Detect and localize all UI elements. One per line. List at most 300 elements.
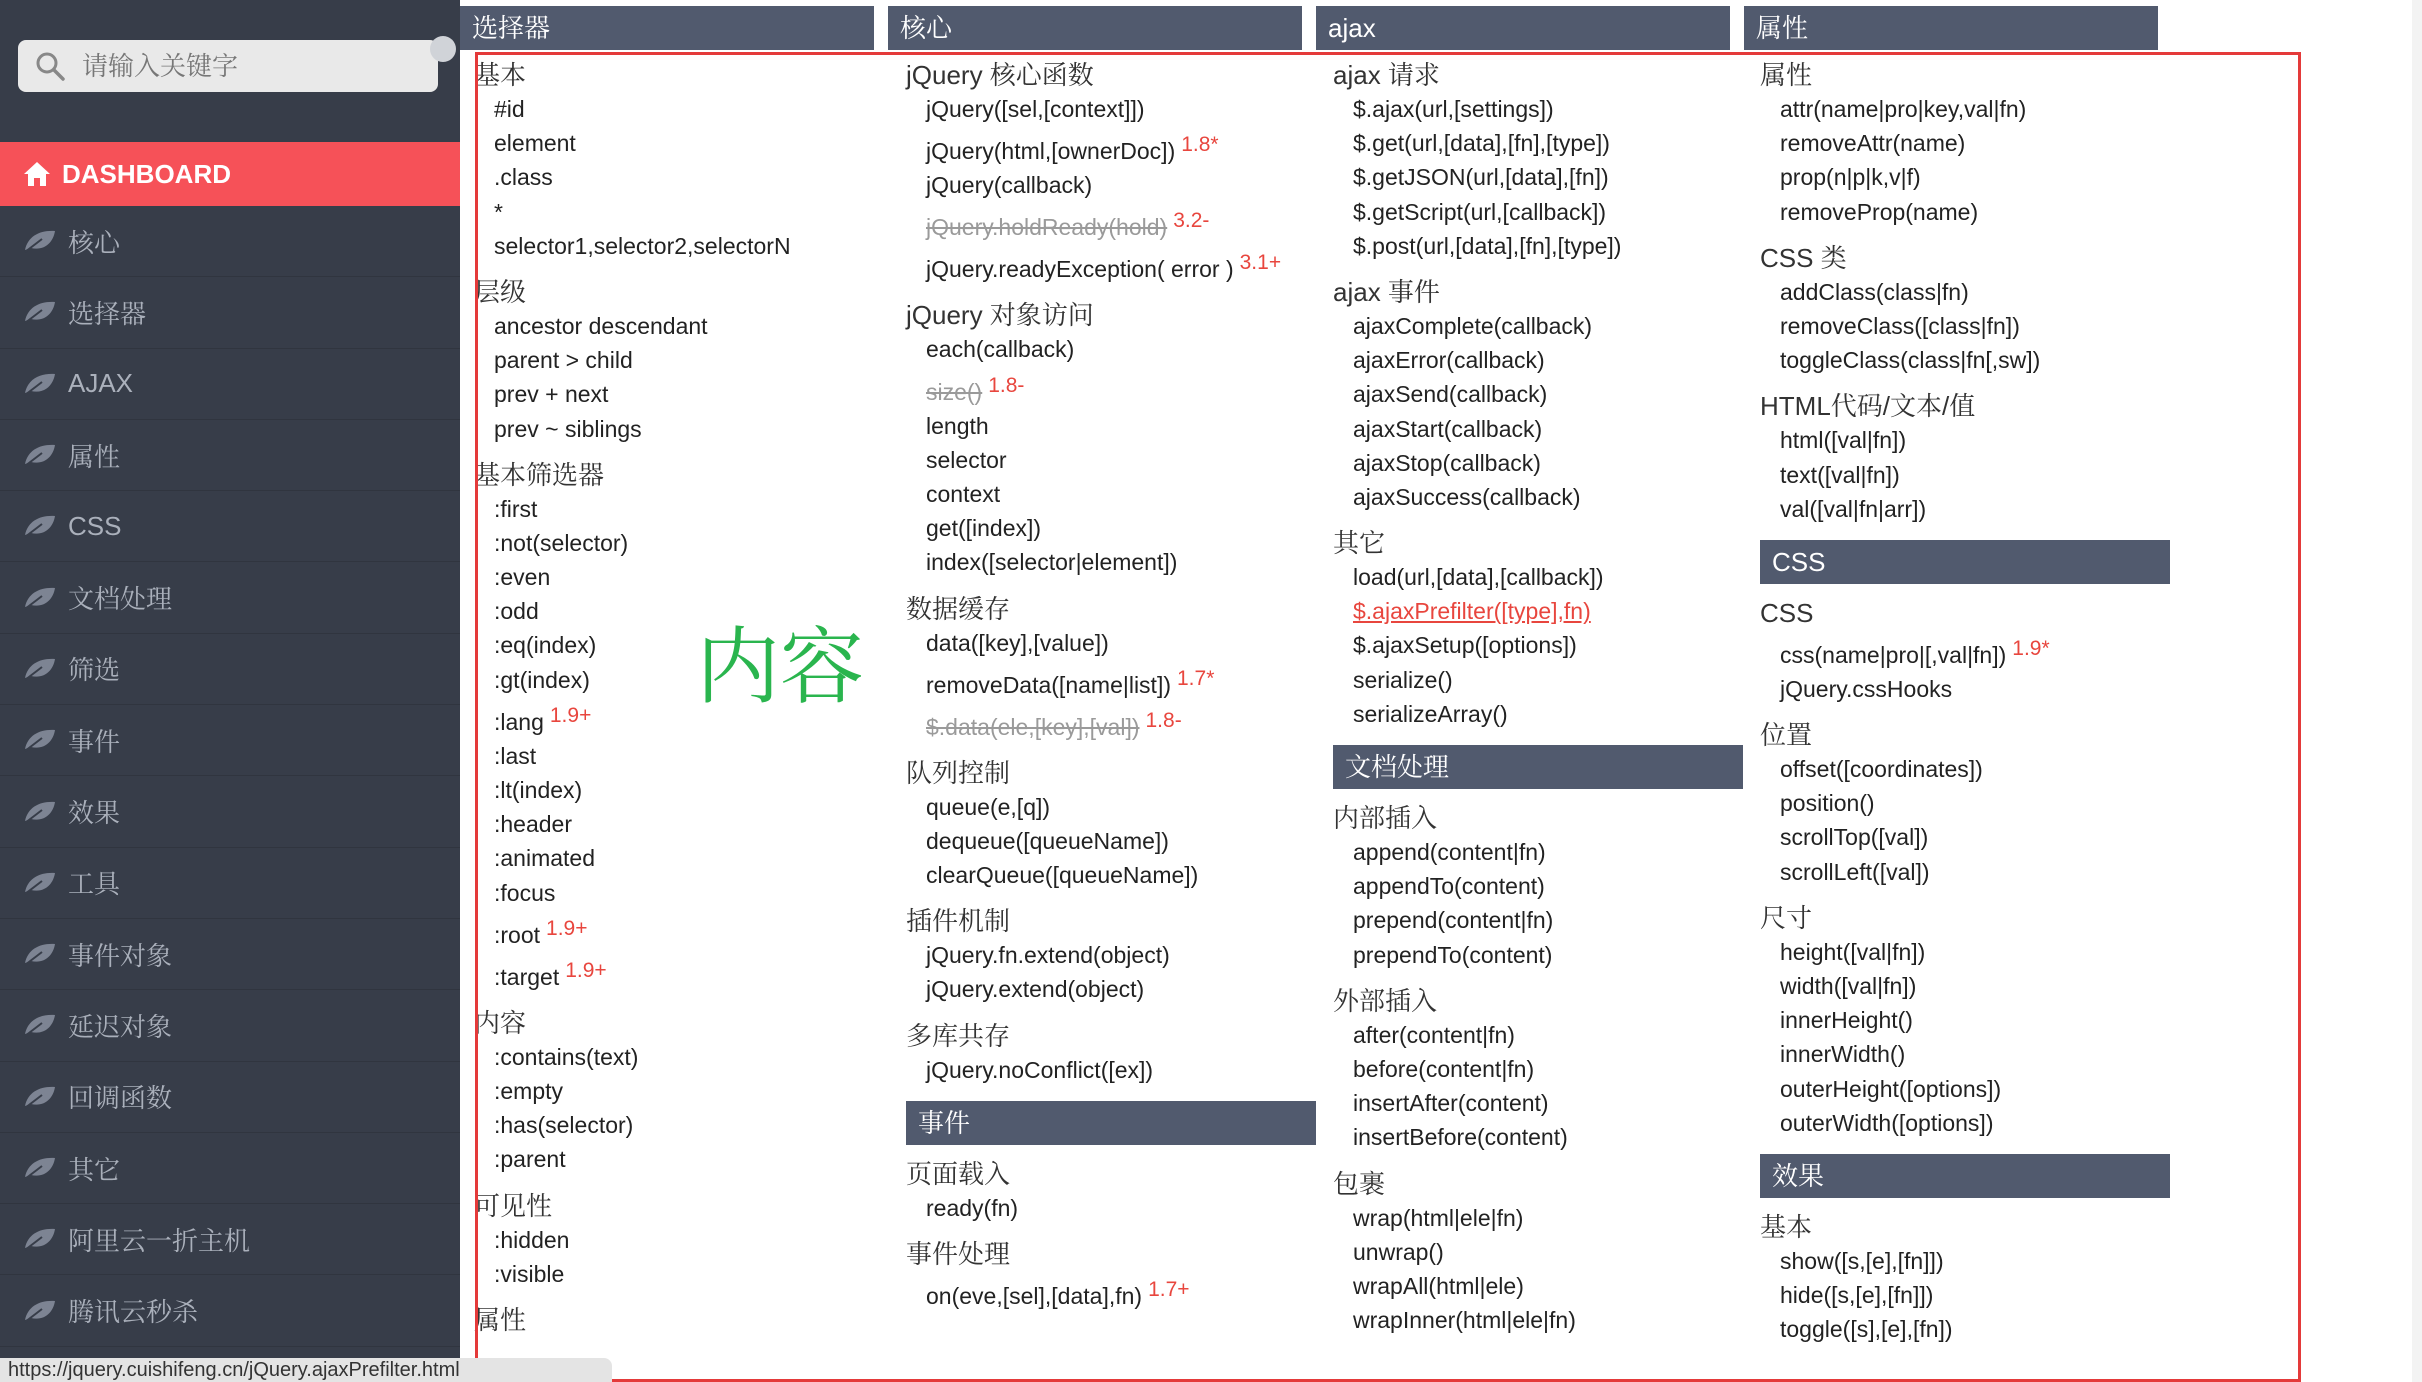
api-item[interactable] xyxy=(1760,92,2170,126)
api-link[interactable]: jQuery.extend(object) xyxy=(926,976,1145,1003)
header-ajax xyxy=(1316,6,1730,50)
sidebar-item-label: 选择器 xyxy=(68,298,147,329)
version-badge: 1.9+ xyxy=(565,958,607,982)
api-item[interactable] xyxy=(1333,480,1743,514)
content-annotation: 内容 xyxy=(696,620,865,714)
api-link[interactable]: innerWidth() xyxy=(1780,1041,1906,1068)
api-link[interactable]: ajaxSuccess(callback) xyxy=(1353,483,1581,510)
api-link[interactable]: removeAttr(name) xyxy=(1780,130,1966,157)
api-item[interactable] xyxy=(474,492,884,526)
api-link[interactable]: clearQueue([queueName]) xyxy=(926,862,1199,889)
leaf-icon xyxy=(22,1084,58,1110)
api-link[interactable]: removeProp(name) xyxy=(1780,198,1979,225)
api-link[interactable]: outerWidth([options]) xyxy=(1780,1109,1994,1136)
api-item[interactable] xyxy=(1333,309,1743,343)
api-item[interactable] xyxy=(1333,343,1743,377)
sidebar-item-label: CSS xyxy=(68,510,122,541)
api-item[interactable] xyxy=(1333,160,1743,194)
api-item[interactable] xyxy=(1760,195,2170,229)
api-link[interactable]: after(content|fn) xyxy=(1353,1021,1515,1048)
api-link[interactable]: $.get(url,[data],[fn],[type]) xyxy=(1353,130,1610,157)
api-link[interactable]: wrapInner(html|ele|fn) xyxy=(1353,1307,1576,1334)
api-link[interactable]: $.ajaxSetup([options]) xyxy=(1353,632,1577,659)
api-item[interactable] xyxy=(1333,229,1743,263)
leaf-icon xyxy=(22,371,58,397)
api-link[interactable]: text([val|fn]) xyxy=(1780,461,1900,488)
search-icon xyxy=(34,50,66,82)
api-item[interactable] xyxy=(474,1223,884,1257)
category-title: 基本筛选器 xyxy=(474,459,605,490)
column-core xyxy=(906,52,1316,1313)
api-item[interactable] xyxy=(1333,126,1743,160)
leaf-icon xyxy=(22,442,58,468)
api-item[interactable] xyxy=(474,739,884,773)
api-link[interactable]: each(callback) xyxy=(926,336,1075,363)
sidebar-item-1[interactable] xyxy=(0,277,460,348)
api-item[interactable] xyxy=(1760,1244,2170,1278)
api-link[interactable]: append(content|fn) xyxy=(1353,839,1546,865)
header-core-label: 核心 xyxy=(900,13,953,43)
api-link[interactable]: queue(e,[q]) xyxy=(926,793,1051,820)
api-item[interactable] xyxy=(1760,855,2170,889)
api-link[interactable]: insertBefore(content) xyxy=(1353,1124,1568,1151)
api-item[interactable] xyxy=(474,92,884,126)
leaf-icon xyxy=(22,1298,58,1324)
sidebar-item-label: 其它 xyxy=(68,1154,121,1185)
category-title: 外部插入 xyxy=(1333,985,1438,1016)
api-item[interactable] xyxy=(906,332,1316,366)
api-item[interactable] xyxy=(1333,903,1743,937)
version-badge: 1.9* xyxy=(2012,636,2050,660)
category-title: ajax 事件 xyxy=(1333,276,1440,307)
api-link[interactable]: addClass(class|fn) xyxy=(1780,278,1969,305)
api-link[interactable]: prev ~ siblings xyxy=(494,415,642,442)
api-link[interactable]: height([val|fn]) xyxy=(1780,938,1926,965)
api-item[interactable] xyxy=(474,1108,884,1142)
category-title: HTML代码/文本/值 xyxy=(1760,391,1976,422)
version-badge: 1.9+ xyxy=(549,703,592,727)
sidebar-item-label: 筛选 xyxy=(68,655,121,686)
api-item[interactable] xyxy=(1760,1312,2170,1346)
api-item[interactable] xyxy=(906,409,1316,443)
api-link[interactable]: :lt(index) xyxy=(494,777,583,803)
api-link[interactable]: unwrap() xyxy=(1353,1238,1444,1265)
api-link[interactable]: :focus xyxy=(494,879,556,906)
api-link[interactable]: :header xyxy=(494,811,573,838)
api-link[interactable]: ancestor descendant xyxy=(494,312,708,339)
api-link[interactable]: prop(n|p|k,v|f) xyxy=(1780,164,1921,191)
api-item[interactable] xyxy=(906,660,1316,702)
api-item[interactable] xyxy=(474,1040,884,1074)
api-link[interactable]: :not(selector) xyxy=(494,529,629,556)
api-link[interactable]: scrollTop([val]) xyxy=(1780,824,1929,851)
api-link[interactable]: data([key],[value]) xyxy=(926,629,1109,656)
api-item[interactable] xyxy=(1333,594,1743,628)
api-item[interactable] xyxy=(1760,423,2170,457)
api-link[interactable]: :parent xyxy=(494,1146,566,1173)
leaf-icon xyxy=(22,870,58,896)
api-link[interactable]: prependTo(content) xyxy=(1353,941,1553,968)
api-link[interactable]: innerHeight() xyxy=(1780,1007,1913,1034)
api-item[interactable] xyxy=(1760,492,2170,526)
sidebar-item-9[interactable] xyxy=(0,848,460,919)
api-link[interactable]: prepend(content|fn) xyxy=(1353,907,1554,934)
api-link[interactable]: removeClass([class|fn]) xyxy=(1780,312,2020,339)
version-badge: 1.7+ xyxy=(1148,1278,1190,1301)
sidebar-item-label: 属性 xyxy=(68,441,121,472)
api-item[interactable] xyxy=(474,1142,884,1176)
api-link[interactable]: hide([s,[e],[fn]]) xyxy=(1780,1282,1934,1309)
api-link[interactable]: serialize() xyxy=(1353,666,1453,693)
category-title: 插件机制 xyxy=(906,906,1011,937)
version-badge: 1.8- xyxy=(988,373,1025,397)
api-item[interactable] xyxy=(1333,92,1743,126)
api-item[interactable] xyxy=(1333,628,1743,662)
api-item[interactable] xyxy=(906,972,1316,1006)
api-link[interactable]: serializeArray() xyxy=(1353,700,1508,727)
api-item[interactable] xyxy=(1760,275,2170,309)
api-link[interactable]: val([val|fn|arr]) xyxy=(1780,495,1927,522)
category-title: 内部插入 xyxy=(1333,803,1438,833)
api-link[interactable]: before(content|fn) xyxy=(1353,1055,1535,1082)
api-link[interactable]: removeData([name|list]) xyxy=(926,671,1171,698)
api-item[interactable] xyxy=(1760,820,2170,854)
api-link[interactable]: load(url,[data],[callback]) xyxy=(1353,564,1604,591)
api-item[interactable] xyxy=(906,1191,1316,1225)
api-link[interactable]: insertAfter(content) xyxy=(1353,1090,1549,1117)
api-link[interactable]: toggle([s],[e],[fn]) xyxy=(1780,1316,1953,1343)
api-item[interactable] xyxy=(474,126,884,160)
sidebar-item-label: 效果 xyxy=(68,798,121,829)
api-item[interactable] xyxy=(906,244,1316,286)
api-item[interactable] xyxy=(1333,835,1743,869)
api-link[interactable]: show([s,[e],[fn]]) xyxy=(1780,1247,1944,1274)
category-title: jQuery 对象访问 xyxy=(906,300,1094,331)
api-link[interactable]: attr(name|pro|key,val|fn) xyxy=(1780,96,2027,122)
api-item[interactable] xyxy=(1333,1052,1743,1086)
api-item[interactable] xyxy=(474,952,884,994)
header-ajax-label: ajax xyxy=(1328,13,1376,43)
sidebar-item-11[interactable] xyxy=(0,990,460,1061)
sidebar-item-5[interactable] xyxy=(0,562,460,633)
api-item[interactable] xyxy=(1760,935,2170,969)
search-input[interactable] xyxy=(80,50,424,83)
api-item[interactable] xyxy=(906,626,1316,660)
sidebar-item-label: 工具 xyxy=(68,869,121,900)
category-title: 可见性 xyxy=(474,1190,553,1221)
api-item[interactable] xyxy=(1333,1269,1743,1303)
api-link[interactable]: :contains(text) xyxy=(494,1043,639,1070)
api-item[interactable] xyxy=(1760,343,2170,377)
api-link[interactable]: offset([coordinates]) xyxy=(1780,756,1983,783)
sidebar-item-label: 核心 xyxy=(68,227,121,258)
api-item[interactable] xyxy=(1333,663,1743,697)
sidebar-item-label: 事件对象 xyxy=(68,940,173,971)
api-item[interactable] xyxy=(474,876,884,910)
nav-list xyxy=(0,206,460,1347)
api-link[interactable]: :odd xyxy=(494,598,539,625)
api-item[interactable] xyxy=(1760,160,2170,194)
api-link[interactable]: ajaxSend(callback) xyxy=(1353,381,1548,408)
api-item[interactable] xyxy=(906,477,1316,511)
sidebar-item-label: AJAX xyxy=(68,368,134,399)
api-link[interactable]: length xyxy=(926,412,989,439)
sidebar-item-6[interactable] xyxy=(0,634,460,705)
api-link[interactable]: $.ajax(url,[settings]) xyxy=(1353,96,1554,122)
leaf-icon xyxy=(22,228,58,254)
api-link[interactable]: outerHeight([options]) xyxy=(1780,1075,2002,1102)
api-item[interactable] xyxy=(1333,446,1743,480)
api-item[interactable] xyxy=(906,790,1316,824)
api-link[interactable]: :animated xyxy=(494,845,596,872)
api-item[interactable] xyxy=(1333,195,1743,229)
leaf-icon xyxy=(22,941,58,967)
api-item[interactable] xyxy=(906,824,1316,858)
api-item[interactable] xyxy=(906,858,1316,892)
api-item[interactable] xyxy=(1333,1201,1743,1235)
api-link[interactable]: jQuery.holdReady(hold) xyxy=(926,214,1168,241)
api-link[interactable]: :lang xyxy=(494,708,544,735)
main-content xyxy=(460,0,2422,1382)
api-item[interactable] xyxy=(1333,1303,1743,1337)
api-item[interactable] xyxy=(1760,309,2170,343)
sidebar-item-0[interactable] xyxy=(0,206,460,277)
api-link[interactable]: html([val|fn]) xyxy=(1780,427,1907,454)
api-item[interactable] xyxy=(906,511,1316,545)
api-link[interactable]: :gt(index) xyxy=(494,666,590,693)
api-link[interactable]: ajaxStart(callback) xyxy=(1353,415,1543,442)
category-title: jQuery 核心函数 xyxy=(906,60,1094,90)
category-title: 事件处理 xyxy=(906,1239,1011,1269)
api-item[interactable] xyxy=(1333,377,1743,411)
api-link[interactable]: element xyxy=(494,130,576,157)
api-link[interactable]: $.getScript(url,[callback]) xyxy=(1353,198,1607,225)
api-item[interactable] xyxy=(906,126,1316,168)
leaf-icon xyxy=(22,1226,58,1252)
api-link[interactable]: wrap(html|ele|fn) xyxy=(1353,1204,1524,1231)
api-link[interactable]: selector1,selector2,selectorN xyxy=(494,232,791,259)
api-item[interactable] xyxy=(1333,1018,1743,1052)
api-item[interactable] xyxy=(474,412,884,446)
api-link[interactable]: :eq(index) xyxy=(494,632,597,659)
api-link[interactable]: toggleClass(class|fn[,sw]) xyxy=(1780,347,2041,374)
leaf-icon xyxy=(22,799,58,825)
leaf-icon xyxy=(22,513,58,539)
nav-dashboard[interactable] xyxy=(0,142,460,206)
section-header: 效果 xyxy=(1760,1154,2170,1198)
sidebar-item-label: 延迟对象 xyxy=(68,1011,173,1042)
api-link[interactable]: size() xyxy=(926,378,983,405)
leaf-icon xyxy=(22,727,58,753)
category-title: ajax 请求 xyxy=(1333,60,1440,90)
api-link[interactable]: ajaxStop(callback) xyxy=(1353,449,1541,476)
api-item[interactable] xyxy=(906,1053,1316,1087)
sidebar-item-label: 阿里云一折主机 xyxy=(68,1225,251,1256)
api-link[interactable]: :root xyxy=(494,921,541,948)
api-link[interactable]: ajaxError(callback) xyxy=(1353,347,1545,374)
sidebar-item-10[interactable] xyxy=(0,919,460,990)
api-item[interactable] xyxy=(1760,752,2170,786)
header-core xyxy=(888,6,1302,50)
api-link[interactable]: css(name|pro|[,val|fn]) xyxy=(1780,641,2007,668)
api-item[interactable] xyxy=(1760,1278,2170,1312)
api-link[interactable]: $.data(ele,[key],[val]) xyxy=(926,713,1140,740)
leaf-icon xyxy=(22,299,58,325)
api-link[interactable]: :has(selector) xyxy=(494,1112,634,1139)
api-link[interactable]: :even xyxy=(494,564,551,591)
api-item[interactable] xyxy=(474,377,884,411)
api-link[interactable]: :empty xyxy=(494,1077,564,1104)
section-header: 事件 xyxy=(906,1101,1316,1145)
version-badge: 1.7* xyxy=(1177,666,1215,690)
category-title: 内容 xyxy=(474,1007,527,1038)
api-link[interactable]: :first xyxy=(494,495,538,522)
api-link[interactable]: jQuery.noConflict([ex]) xyxy=(926,1056,1154,1083)
api-item[interactable] xyxy=(1333,938,1743,972)
api-link[interactable]: $.getJSON(url,[data],[fn]) xyxy=(1353,164,1609,191)
api-item[interactable] xyxy=(1760,672,2170,706)
sidebar-item-label: 文档处理 xyxy=(68,584,173,615)
api-link[interactable]: $.ajaxPrefilter([type],fn) xyxy=(1353,598,1591,625)
category-title: 基本 xyxy=(474,60,527,90)
api-item[interactable] xyxy=(1333,697,1743,731)
category-title: 多库共存 xyxy=(906,1020,1011,1051)
api-link[interactable]: get([index]) xyxy=(926,515,1042,542)
column-attr xyxy=(1760,52,2170,1347)
api-item[interactable] xyxy=(474,343,884,377)
api-link[interactable]: scrollLeft([val]) xyxy=(1780,858,1930,885)
api-link[interactable]: :visible xyxy=(494,1260,565,1287)
api-item[interactable] xyxy=(474,1074,884,1108)
sidebar-item-3[interactable] xyxy=(0,420,460,491)
api-item[interactable] xyxy=(1333,1235,1743,1269)
api-link[interactable]: index([selector|element]) xyxy=(926,549,1178,576)
sidebar-item-2[interactable] xyxy=(0,349,460,420)
api-link[interactable]: prev + next xyxy=(494,381,609,408)
search-box[interactable] xyxy=(18,40,438,92)
api-item[interactable] xyxy=(906,168,1316,202)
api-item[interactable] xyxy=(1333,869,1743,903)
api-link[interactable]: parent > child xyxy=(494,347,633,374)
api-item[interactable] xyxy=(1760,126,2170,160)
api-item[interactable] xyxy=(1760,786,2170,820)
sidebar-item-15[interactable] xyxy=(0,1275,460,1346)
api-item[interactable] xyxy=(474,910,884,952)
api-item[interactable] xyxy=(474,1257,884,1291)
api-link[interactable]: :last xyxy=(494,742,537,769)
api-link[interactable]: context xyxy=(926,480,1001,507)
api-link[interactable]: selector xyxy=(926,446,1007,473)
api-item[interactable] xyxy=(474,160,884,194)
api-item[interactable] xyxy=(1333,412,1743,446)
api-item[interactable] xyxy=(906,1271,1316,1313)
api-link[interactable]: dequeue([queueName]) xyxy=(926,827,1169,854)
api-link[interactable]: wrapAll(html|ele) xyxy=(1353,1272,1524,1299)
api-item[interactable] xyxy=(906,938,1316,972)
api-link[interactable]: jQuery([sel,[context]]) xyxy=(926,96,1145,122)
api-item[interactable] xyxy=(474,229,884,263)
api-link[interactable]: .class xyxy=(494,164,553,191)
api-link[interactable]: ready(fn) xyxy=(926,1194,1019,1221)
api-item[interactable] xyxy=(906,202,1316,244)
sidebar-item-14[interactable] xyxy=(0,1204,460,1275)
category-title: CSS 类 xyxy=(1760,242,1847,273)
category-title: 页面载入 xyxy=(906,1158,1011,1189)
sidebar-item-12[interactable] xyxy=(0,1062,460,1133)
api-link[interactable]: jQuery(callback) xyxy=(926,172,1093,199)
api-item[interactable] xyxy=(906,545,1316,579)
api-item[interactable] xyxy=(1760,1003,2170,1037)
api-link[interactable]: $.post(url,[data],[fn],[type]) xyxy=(1353,232,1622,259)
sidebar xyxy=(0,0,460,1382)
api-link[interactable]: :hidden xyxy=(494,1226,570,1253)
sidebar-item-8[interactable] xyxy=(0,776,460,847)
sidebar-item-label: 回调函数 xyxy=(68,1083,173,1114)
api-item[interactable] xyxy=(474,309,884,343)
api-link[interactable]: jQuery.cssHooks xyxy=(1780,675,1953,702)
api-link[interactable]: jQuery.fn.extend(object) xyxy=(926,942,1170,969)
api-item[interactable] xyxy=(906,443,1316,477)
api-item[interactable] xyxy=(474,560,884,594)
api-link[interactable]: width([val|fn]) xyxy=(1780,973,1917,999)
column-ajax xyxy=(1333,52,1743,1337)
api-link[interactable]: #id xyxy=(494,96,525,122)
category-title: 包裹 xyxy=(1333,1168,1386,1199)
api-item[interactable] xyxy=(906,367,1316,409)
api-item[interactable] xyxy=(474,841,884,875)
api-item[interactable] xyxy=(1333,560,1743,594)
sidebar-item-4[interactable] xyxy=(0,491,460,562)
version-badge: 3.2- xyxy=(1173,209,1210,233)
api-item[interactable] xyxy=(474,526,884,560)
api-item[interactable] xyxy=(474,195,884,229)
status-url: https://jquery.cuishifeng.cn/jQuery.ajaxPrefilter.html xyxy=(0,1358,612,1382)
api-link[interactable]: on(eve,[sel],[data],fn) xyxy=(926,1283,1143,1309)
api-link[interactable]: appendTo(content) xyxy=(1353,873,1545,900)
api-item[interactable] xyxy=(1760,458,2170,492)
api-item[interactable] xyxy=(474,807,884,841)
scroll-handle[interactable] xyxy=(430,36,456,62)
api-link[interactable]: jQuery(html,[ownerDoc]) xyxy=(926,138,1176,165)
api-item[interactable] xyxy=(1333,1120,1743,1154)
category-title: 属性 xyxy=(474,1304,527,1335)
category-title: 基本 xyxy=(1760,1211,1813,1242)
category-title: 队列控制 xyxy=(906,757,1011,788)
sidebar-item-13[interactable] xyxy=(0,1133,460,1204)
api-item[interactable] xyxy=(1760,1106,2170,1140)
api-link[interactable]: jQuery.readyException( error ) xyxy=(926,256,1234,283)
sidebar-item-7[interactable] xyxy=(0,705,460,776)
api-item[interactable] xyxy=(1760,630,2170,672)
api-link[interactable]: * xyxy=(494,198,503,225)
api-link[interactable]: position() xyxy=(1780,790,1875,817)
sidebar-item-label: 事件 xyxy=(68,726,121,757)
api-item[interactable] xyxy=(1760,1037,2170,1071)
category-title: 尺寸 xyxy=(1760,902,1813,933)
api-item[interactable] xyxy=(1333,1086,1743,1120)
api-item[interactable] xyxy=(474,773,884,807)
api-item[interactable] xyxy=(1760,1072,2170,1106)
version-badge: 3.1+ xyxy=(1239,251,1282,275)
api-item[interactable] xyxy=(906,92,1316,126)
page-scrollbar[interactable] xyxy=(2412,0,2422,1382)
api-link[interactable]: ajaxComplete(callback) xyxy=(1353,312,1593,339)
api-item[interactable] xyxy=(1760,969,2170,1003)
api-link[interactable]: :target xyxy=(494,963,560,990)
version-badge: 1.8* xyxy=(1181,133,1219,157)
header-selector-label: 选择器 xyxy=(472,13,551,43)
api-item[interactable] xyxy=(906,702,1316,744)
